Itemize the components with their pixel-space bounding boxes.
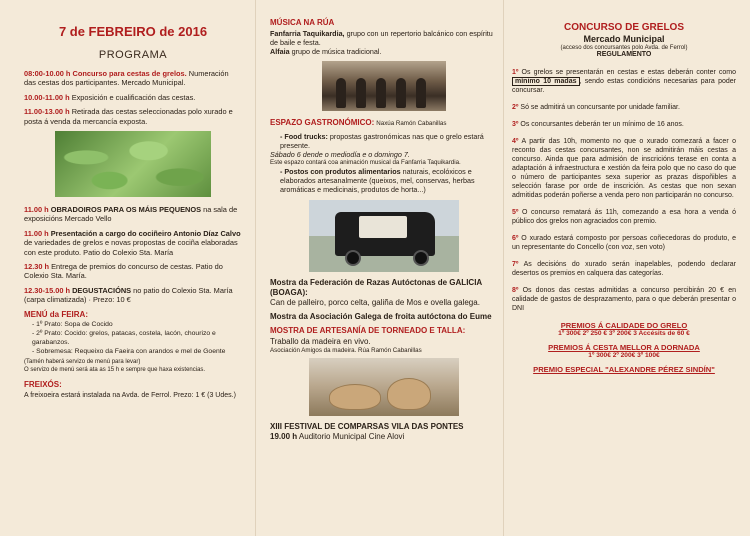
program-heading: PROGRAMA <box>98 49 168 61</box>
program-highlight: Presentación a cargo do cociñeiro Antonio Díaz Calvo <box>50 228 241 238</box>
music-band-name: Alfaia <box>270 47 290 56</box>
rule-text: Os concursantes deberán ter un mínimo de 16 anos. <box>520 121 684 128</box>
program-item <box>24 69 242 88</box>
rule-text: A partir das 10h, momento no que o xurado comezará a facer o reconto das cestas concursantes, non se admitirán máis cestas a concurso. Ainda que para admisión de inscricións terase en conta a adaptación á infraestructura e xestión da feira polo que no caso do que o número de participantes sexa superior as prazas dispoñibles a selección farase por orde de inscrición. As cestas que non sexan admitidas poderán poñerse a venda pero non participarán no concurso. <box>512 138 736 199</box>
menu-heading: MENÚ da FEIRA: <box>24 309 88 319</box>
rule-item <box>512 120 736 129</box>
rule-number: 3º <box>512 121 519 128</box>
festival-title: XIII FESTIVAL DE COMPARSAS VILA DAS PONTES <box>270 422 464 432</box>
food-trucks-text <box>270 132 498 150</box>
music-text <box>270 47 498 56</box>
program-highlight: OBRADOIROS PARA OS MÁIS PEQUENOS <box>50 205 202 215</box>
menu-item: - 1º Prato: Sopa de Cocido <box>32 320 113 328</box>
music-band-desc: grupo de música tradicional. <box>291 47 382 56</box>
program-highlight: Concurso para cestas de grelos. <box>72 69 187 78</box>
rule-text: , sendo estas condicións necesarias para poder concursar. <box>512 78 736 94</box>
contest-title: CONCURSO DE GRELOS <box>563 22 684 33</box>
rule-item <box>512 234 736 252</box>
menu-note: (Tamén haberá servizo de menú para levar) <box>24 359 141 366</box>
prize-amounts: 1º 300€ 2º 200€ 3º 100€ <box>588 352 660 359</box>
food-truck-photo <box>309 200 459 272</box>
event-date: 7 de FEBREIRO de 2016 <box>58 24 208 39</box>
rule-text: Os donos das cestas admitidas a concurso percibirán 20 € en calidade de gastos de desprazamento, para o que deberán presentar o DNI <box>512 287 736 312</box>
food-trucks-when: Sábado 6 dende o mediodía e o domingo 7. <box>270 149 410 159</box>
postos-label: - Postos con produtos alimentarios <box>280 166 401 176</box>
postos-desc: naturais, ecolóxicos e elaborados artesanalmente (queixos, mel, conservas, herbas aromáticas e medicinais, produtos de horta...) <box>280 166 475 194</box>
program-text: Exposición e cualificación das cestas. <box>71 92 196 102</box>
program-item <box>24 286 242 305</box>
rule-number: 8º <box>512 287 519 294</box>
rule-text: Os grelos se presentarán en cestas e estas deberán conter como <box>521 69 736 76</box>
program-time: 12.30 h <box>24 262 50 272</box>
program-highlight: DEGUSTACIÓNS <box>72 285 132 295</box>
rule-item <box>512 103 736 112</box>
program-text: Numeración das cestas dos participantes. Mercado Municipal. <box>24 69 229 88</box>
prize-title: PREMIOS Á CESTA MELLOR A DORNADA <box>548 343 700 352</box>
rule-number: 4º <box>512 138 519 145</box>
program-item <box>24 262 242 281</box>
contest-column <box>504 0 750 536</box>
contest-subtitle: Mercado Municipal <box>583 34 665 44</box>
rule-number: 6º <box>512 235 519 242</box>
program-text: Retirada das cestas seleccionadas polo xurado e posta á venda da mercancía exposta. <box>24 107 233 126</box>
freixos-heading: FREIXÓS: <box>24 380 62 390</box>
gastro-heading: ESPAZO GASTRONÓMICO: <box>270 118 375 127</box>
festival-place: Auditorio Municipal Cine Alovi <box>298 432 405 442</box>
prize-block <box>512 365 736 374</box>
grelos-photo <box>55 131 211 197</box>
rule-item <box>512 208 736 226</box>
rule-number: 2º <box>512 104 519 111</box>
gastro-location: Naxúa Ramón Cabanillas <box>376 120 447 127</box>
prize-title: PREMIOS Á CALIDADE DO GRELO <box>560 321 688 330</box>
activities-column <box>256 0 504 536</box>
program-time: 11.00-13.00 h <box>24 107 70 117</box>
prize-block <box>512 321 736 337</box>
program-time: 11.00 h <box>24 205 49 215</box>
postos-text <box>270 167 498 194</box>
menu-item: - 2º Prato: Cocido: grelos, patacas, costela, lacón, chourizo e garabanzos. <box>32 330 216 346</box>
boaga-title: Mostra da Federación de Razas Autóctonas de GALICIA (BOAGA): <box>270 277 482 297</box>
boaga-text: Can de palleiro, porco celta, galiña de Mos e ovella galega. <box>270 297 480 307</box>
rule-text: O concurso rematará ás 11h, comezando a esa hora a venda ó público dos grelos non agraciados con premio. <box>512 209 736 225</box>
artesania-heading: MOSTRA DE ARTESANÍA DE TORNEADO E TALLA: <box>270 325 466 335</box>
music-band-name: Fanfarria Taquikardia, <box>270 29 345 38</box>
rule-number: 5º <box>512 209 519 216</box>
rule-number: 1º <box>512 69 519 76</box>
program-item <box>24 93 242 102</box>
woodwork-photo <box>309 358 459 416</box>
food-trucks-label: - Food trucks: <box>280 131 328 141</box>
music-text <box>270 29 498 47</box>
program-text: de variedades de grelos e novas propostas de cociña elaboradas con este produto. Patio do Colexio Sta. María <box>24 238 238 257</box>
prize-amounts: 1º 300€ 2º 250 € 3º 200€ 3 Accésits de 60 € <box>558 330 690 337</box>
program-time: 10.00-11.00 h <box>24 92 70 102</box>
rule-item <box>512 286 736 313</box>
menu-item: - Sobremesa: Requeixo da Faeira con arandos e mel de Goente <box>32 348 226 356</box>
program-item <box>24 229 242 257</box>
artesania-text: Traballo da madeira en vivo. <box>270 336 371 346</box>
program-text: no patio do Colexio Sta. María (carpa climatizada) · Prezo: 10 € <box>24 285 233 305</box>
rule-highlight: mínimo 10 madas <box>512 77 580 86</box>
program-column <box>0 0 256 536</box>
gastro-header <box>270 118 498 128</box>
rule-number: 7º <box>512 261 519 268</box>
festival-time: 19.00 h <box>270 432 298 442</box>
program-time: 11.00 h <box>24 228 49 238</box>
froita-text: Mostra da Asociación Galega de froita autóctona do Eume <box>270 311 492 321</box>
menu-list <box>24 321 242 357</box>
band-photo <box>322 61 446 111</box>
contest-access: (acceso dos concursantes polo Avda. de Ferrol) <box>560 45 688 51</box>
prize-title: PREMIO ESPECIAL "ALEXANDRE PÉREZ SINDÍN" <box>533 365 715 374</box>
food-trucks-desc: propostas gastronómicas nas que o grelo estará presente. <box>280 131 484 150</box>
rule-item <box>512 260 736 278</box>
freixos-text: A freixoeira estará instalada na Avda. de Ferrol. Prezo: 1 € (3 Udes.) <box>24 392 236 400</box>
prize-block <box>512 343 736 359</box>
music-band-desc: grupo con un repertorio balcánico con espíritu de baile e festa. <box>270 29 493 47</box>
food-trucks-note: Este espazo contará coa animación musical da Fanfarria Taquikardia. <box>270 158 461 166</box>
rule-item <box>512 137 736 200</box>
program-text: Entrega de premios do concurso de cestas. Patio do Colexio Sta. María. <box>24 262 223 281</box>
rules-heading: REGULAMENTO <box>596 51 652 58</box>
music-heading: MÚSICA NA RÚA <box>270 18 335 27</box>
program-item <box>24 107 242 126</box>
rule-text: O xurado estará composto por persoas coñecedoras do produto, e un representante do Concello (con voz, sen voto) <box>512 235 736 251</box>
program-time: 08:00-10.00 h <box>24 69 71 78</box>
menu-note: O servizo de menú será ata as 15 h e sempre que haxa existencias. <box>24 367 206 374</box>
program-time: 12.30-15.00 h <box>24 285 71 295</box>
program-item <box>24 205 242 224</box>
artesania-note: Asociación Amigos da madeira. Rúa Ramón Cabanillas <box>270 346 422 354</box>
festival-info <box>270 432 498 442</box>
rule-text: Só se admitirá un concursante por unidade familiar. <box>520 104 680 111</box>
rule-item <box>512 68 736 95</box>
rule-text: As decisións do xurado serán inapelables, podendo declarar desertos os premios en calquera das categorías. <box>512 261 736 277</box>
program-text: na sala de exposicións Mercado Vello <box>24 205 238 224</box>
